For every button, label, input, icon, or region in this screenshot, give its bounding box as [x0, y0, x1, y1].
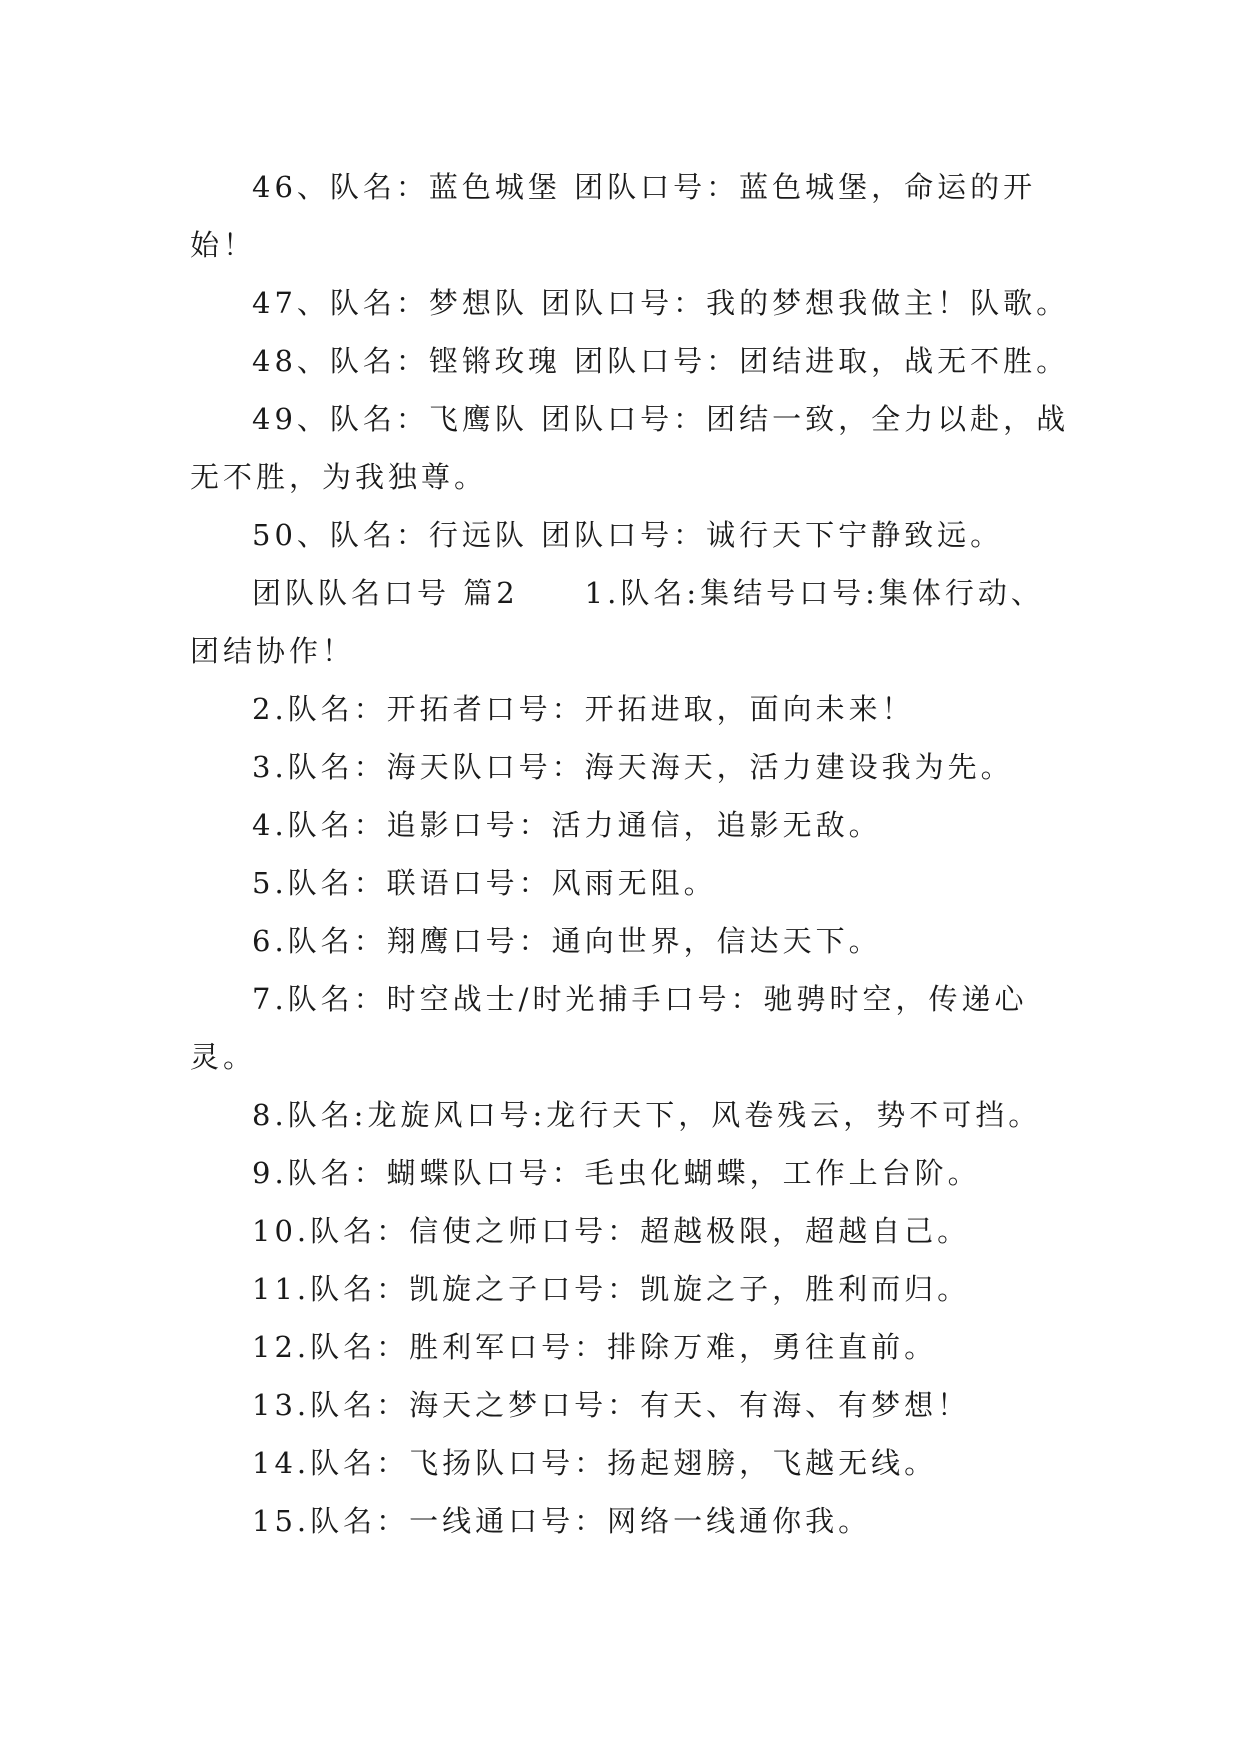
- section-heading-paragraph: 团队队名口号 篇2 1.队名:集结号口号:集体行动、团结协作！: [190, 576, 1044, 668]
- paragraph-item-50: 50、队名：行远队 团队口号：诚行天下宁静致远。: [252, 518, 1004, 552]
- paragraph-item-4: 4.队名：追影口号：活力通信，追影无敌。: [252, 808, 882, 842]
- paragraph-item-12: 12.队名：胜利军口号：排除万难，勇往直前。: [252, 1330, 938, 1364]
- paragraph-item-15: 15.队名：一线通口号：网络一线通你我。: [252, 1504, 872, 1538]
- paragraph-item-6: 6.队名：翔鹰口号：通向世界，信达天下。: [252, 924, 882, 958]
- paragraph-item-10: 10.队名：信使之师口号：超越极限，超越自己。: [252, 1214, 971, 1248]
- paragraph-item-46: 46、队名：蓝色城堡 团队口号：蓝色城堡，命运的开始！: [190, 170, 1037, 262]
- paragraph-item-11: 11.队名：凯旋之子口号：凯旋之子，胜利而归。: [252, 1272, 971, 1306]
- paragraph-item-14: 14.队名：飞扬队口号：扬起翅膀，飞越无线。: [252, 1446, 938, 1480]
- paragraph-item-47: 47、队名：梦想队 团队口号：我的梦想我做主！队歌。: [252, 286, 1070, 320]
- paragraph-item-2: 2.队名：开拓者口号：开拓进取，面向未来！: [252, 692, 915, 726]
- paragraph-item-13: 13.队名：海天之梦口号：有天、有海、有梦想！: [252, 1388, 971, 1422]
- paragraph-item-9: 9.队名：蝴蝶队口号：毛虫化蝴蝶，工作上台阶。: [252, 1156, 981, 1190]
- paragraph-item-48: 48、队名：铿锵玫瑰 团队口号：团结进取，战无不胜。: [252, 344, 1070, 378]
- paragraph-item-8: 8.队名:龙旋风口号:龙行天下，风卷残云，势不可挡。: [252, 1098, 1042, 1132]
- paragraph-item-49: 49、队名：飞鹰队 团队口号：团结一致，全力以赴，战无不胜，为我独尊。: [190, 402, 1070, 494]
- document-body: [190, 158, 1070, 1550]
- paragraph-item-3: 3.队名：海天队口号：海天海天，活力建设我为先。: [252, 750, 1014, 784]
- paragraph-item-5: 5.队名：联语口号：风雨无阻。: [252, 866, 717, 900]
- paragraph-item-7: 7.队名：时空战士/时光捕手口号：驰骋时空，传递心灵。: [190, 982, 1028, 1074]
